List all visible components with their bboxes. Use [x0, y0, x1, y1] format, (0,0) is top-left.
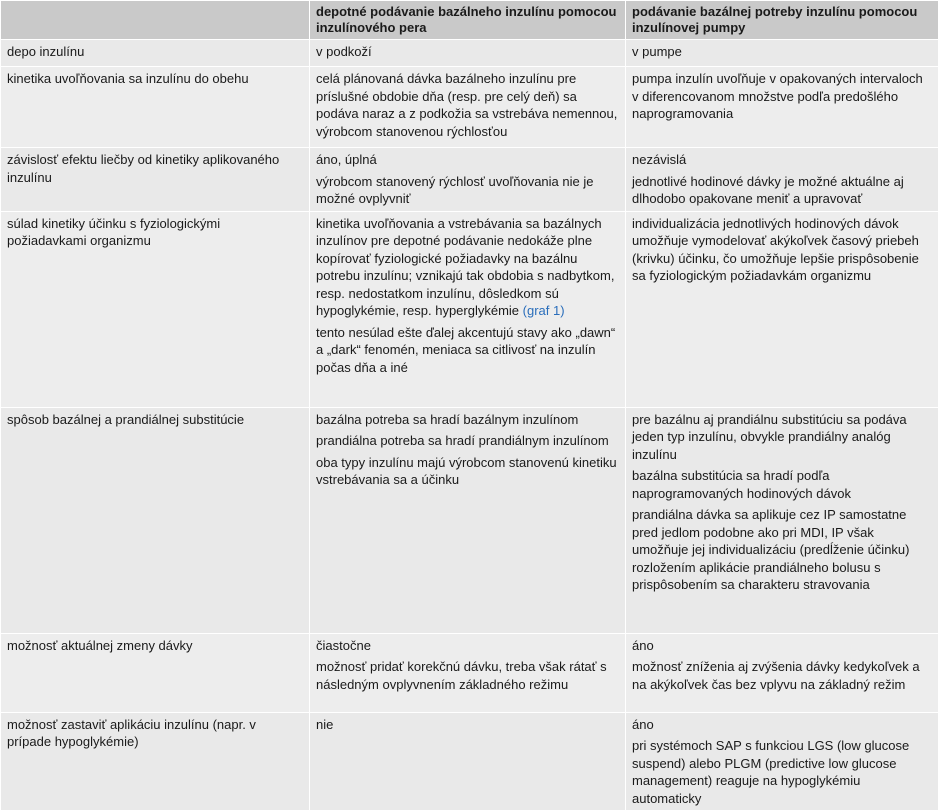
row-label: možnosť zastaviť aplikáciu inzulínu (napr. v prípade hypoglykémie)	[1, 712, 310, 810]
cell-text: možnosť zníženia aj zvýšenia dávky kedykoľvek a na akýkoľvek čas bez vplyvu na základný režim	[632, 658, 933, 693]
cell-text: v podkoží	[316, 43, 619, 61]
pen-cell	[310, 633, 626, 712]
cell-text: pumpa inzulín uvoľňuje v opakovaných intervaloch v diferencovanom množstve podľa predošlého naprogramovania	[632, 70, 933, 123]
pump-cell	[626, 211, 938, 407]
row-label: spôsob bazálnej a prandiálnej substitúcie	[1, 407, 310, 633]
table-row	[1, 211, 938, 407]
pump-cell	[626, 712, 938, 810]
row-label: možnosť aktuálnej zmeny dávky	[1, 633, 310, 712]
cell-text: kinetika uvoľňovania a vstrebávania sa bazálnych inzulínov pre depotné podávanie nedokáže plne kopírovať fyziologické požiadavky na bazálnu potrebu inzulínu; vznikajú tak obdobia s nadbytkom, resp. nedostatkom inzulínu, dôsledkom sú hypoglykémie, resp. hyperglykémie	[316, 216, 614, 319]
cell-text: áno	[632, 716, 933, 734]
pump-cell	[626, 148, 938, 212]
cell-text: tento nesúlad ešte ďalej akcentujú stavy ako „dawn“ a „dark“ fenomén, meniaca sa citlivosť na inzulín počas dňa a iné	[316, 324, 619, 377]
pump-cell	[626, 407, 938, 633]
table-row	[1, 67, 938, 148]
table-row	[1, 712, 938, 810]
cell-text: bazálna substitúcia sa hradí podľa naprogramovaných hodinových dávok	[632, 467, 933, 502]
pump-cell	[626, 67, 938, 148]
cell-text: bazálna potreba sa hradí bazálnym inzulínom	[316, 411, 619, 429]
cell-text: jednotlivé hodinové dávky je možné aktuálne aj dlhodobo opakovane meniť a upravovať	[632, 173, 933, 208]
cell-text: čiastočne	[316, 637, 619, 655]
table-row	[1, 407, 938, 633]
pump-cell	[626, 633, 938, 712]
pen-cell	[310, 712, 626, 810]
pen-cell	[310, 148, 626, 212]
cell-text: nie	[316, 716, 619, 734]
cell-text: individualizácia jednotlivých hodinových dávok umožňuje vymodelovať akýkoľvek časový priebeh (krivku) účinku, čo umožňuje lepšie prispôsobenie sa fyziologickým požiadavkám organizmu	[632, 215, 933, 285]
pen-cell	[310, 211, 626, 407]
header-pen: depotné podávanie bazálneho inzulínu pomocou inzulínového pera	[310, 1, 626, 40]
cell-paragraph	[316, 215, 619, 320]
cell-text: prandiálna dávka sa aplikuje cez IP samostatne pred jedlom podobne ako pri MDI, IP však umožňuje jej individualizáciu (predĺženie účinku) rozložením aplikácie prandiálneho bolusu s prispôsobením sa charakteru stravovania	[632, 506, 933, 594]
cell-text: možnosť pridať korekčnú dávku, treba však rátať s následným ovplyvnením základného režimu	[316, 658, 619, 693]
table-row	[1, 40, 938, 67]
cell-text: pri systémoch SAP s funkciou LGS (low glucose suspend) alebo PLGM (predictive low glucose management) reaguje na hypoglykémiu automaticky	[632, 737, 933, 807]
header-empty	[1, 1, 310, 40]
row-label: depo inzulínu	[1, 40, 310, 67]
cell-text: prandiálna potreba sa hradí prandiálnym inzulínom	[316, 432, 619, 450]
pen-cell	[310, 407, 626, 633]
cell-text: pre bazálnu aj prandiálnu substitúciu sa podáva jeden typ inzulínu, obvykle prandiálny analóg inzulínu	[632, 411, 933, 464]
cell-text: áno, úplná	[316, 151, 619, 169]
table-row	[1, 633, 938, 712]
header-row	[1, 1, 938, 40]
cell-text: áno	[632, 637, 933, 655]
pen-cell	[310, 40, 626, 67]
table-row	[1, 148, 938, 212]
header-pump: podávanie bazálnej potreby inzulínu pomocou inzulínovej pumpy	[626, 1, 938, 40]
pump-cell	[626, 40, 938, 67]
pen-cell	[310, 67, 626, 148]
row-label: súlad kinetiky účinku s fyziologickými požiadavkami organizmu	[1, 211, 310, 407]
cell-text: v pumpe	[632, 43, 933, 61]
graph-reference-link[interactable]: (graf 1)	[523, 303, 565, 318]
row-label: závislosť efektu liečby od kinetiky aplikovaného inzulínu	[1, 148, 310, 212]
cell-text: nezávislá	[632, 151, 933, 169]
row-label: kinetika uvoľňovania sa inzulínu do obehu	[1, 67, 310, 148]
cell-text: výrobcom stanovený rýchlosť uvoľňovania nie je možné ovplyvniť	[316, 173, 619, 208]
cell-text: celá plánovaná dávka bazálneho inzulínu pre príslušné obdobie dňa (resp. pre celý deň) sa podáva naraz a z podkožia sa vstrebáva nemennou, výrobcom stanovenou rýchlosťou	[316, 70, 619, 140]
cell-text: oba typy inzulínu majú výrobcom stanovenú kinetiku vstrebávania sa a účinku	[316, 454, 619, 489]
